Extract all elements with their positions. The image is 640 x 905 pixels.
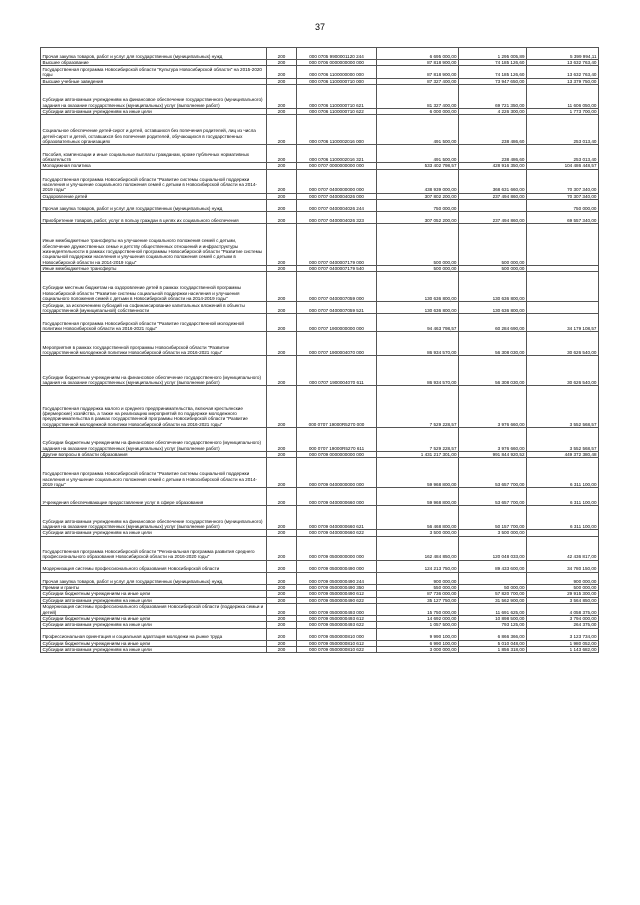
row-remaining-amount: 13 632 763,40 (527, 66, 599, 78)
row-budget-code: 000 0709 0400000660 621 (297, 506, 377, 530)
row-budget-code: 000 0707 0400000000 000 (297, 169, 377, 193)
row-executed-amount: 120 048 033,00 (459, 536, 527, 560)
row-approved-amount: 6 695 000,00 (377, 48, 459, 60)
table-row (41, 427, 599, 451)
row-approved-amount: 59 968 800,00 (377, 488, 459, 506)
row-budget-code: 000 0709 0500000810 000 (297, 628, 377, 640)
row-name: Субсидии бюджетным учреждениям на иные цели (41, 640, 267, 646)
table-row (41, 169, 599, 193)
row-budget-code: 000 0706 1100002016 000 (297, 115, 377, 145)
row-remaining-amount (527, 224, 599, 266)
row-name: Субсидии автономным учреждениям на иные цели (41, 622, 267, 628)
row-name: Государственная программа Новосибирской области "Развитие системы социальной поддержки населения и улучшение социального положения семей с детьми в Новосибирской области на 2014-2019 годы" (41, 169, 267, 193)
row-executed-amount: 69 721 350,00 (459, 84, 527, 108)
row-approved-amount: 1 431 217 301,00 (377, 451, 459, 457)
row-admin-code: 200 (267, 628, 297, 640)
row-approved-amount: 87 327 400,00 (377, 78, 459, 84)
row-name: Субсидии автономным учреждениям на иные цели (41, 597, 267, 603)
row-name: Модернизация системы профессионального образования Новосибирской области (41, 560, 267, 572)
row-executed-amount: 368 631 660,00 (459, 169, 527, 193)
row-name: Социальное обеспечение детей-сирот и детей, оставшихся без попечения родителей, лиц из числа детей-сирот и детей, оставшихся без попечения родителей, обучающихся в государственных образовательных организациях (41, 115, 267, 145)
row-approved-amount: 550 000,00 (377, 584, 459, 590)
row-admin-code: 200 (267, 647, 297, 653)
table-row (41, 302, 599, 314)
row-approved-amount: 94 463 798,57 (377, 314, 459, 332)
row-remaining-amount: 70 307 340,00 (527, 169, 599, 193)
row-name: Мероприятия в рамках государственной программы Новосибирской области "Развитие государственной молодежной политики Новосибирской области на 2016-2021 годы" (41, 332, 267, 356)
row-budget-code: 000 0709 0500000000 000 (297, 536, 377, 560)
row-admin-code: 200 (267, 314, 297, 332)
row-approved-amount: 15 750 000,00 (377, 603, 459, 615)
row-admin-code: 200 (267, 584, 297, 590)
row-remaining-amount: 5 399 994,11 (527, 48, 599, 60)
row-remaining-amount: 750 000,00 (527, 199, 599, 211)
row-name: Субсидии автономным учреждениям на иные цели (41, 647, 267, 653)
row-admin-code: 200 (267, 272, 297, 302)
row-budget-code: 000 0707 19000R5270 000 (297, 386, 377, 428)
row-approved-amount: 307 052 200,00 (377, 212, 459, 224)
row-admin-code: 200 (267, 84, 297, 108)
row-executed-amount: 237 494 860,00 (459, 193, 527, 199)
row-budget-code: 000 0707 0400007059 000 (297, 272, 377, 302)
row-admin-code: 200 (267, 66, 297, 78)
row-executed-amount: 991 844 920,52 (459, 451, 527, 457)
table-row (41, 506, 599, 530)
row-executed-amount: 6 866 366,00 (459, 628, 527, 640)
row-executed-amount: 238 486,60 (459, 115, 527, 145)
row-approved-amount: 900 000,00 (377, 572, 459, 584)
row-budget-code: 000 0709 0400000660 622 (297, 530, 377, 536)
row-remaining-amount: 69 557 340,00 (527, 212, 599, 224)
row-budget-code: 000 0709 0500000490 622 (297, 597, 377, 603)
row-approved-amount: 750 000,00 (377, 199, 459, 211)
table-row (41, 332, 599, 356)
row-name: Молодежная политика (41, 163, 267, 169)
page-number: 37 (314, 22, 325, 32)
row-remaining-amount: 6 311 100,00 (527, 506, 599, 530)
row-executed-amount: 130 636 800,00 (459, 302, 527, 314)
row-budget-code: 000 0709 0400000660 000 (297, 488, 377, 506)
row-name: Прочая закупка товаров, работ и услуг для государственных (муниципальных) нужд (41, 48, 267, 60)
row-remaining-amount: 500 000,00 (527, 584, 599, 590)
row-remaining-amount: 3 123 734,00 (527, 628, 599, 640)
row-admin-code: 200 (267, 597, 297, 603)
row-executed-amount: 10 898 500,00 (459, 615, 527, 621)
row-admin-code: 200 (267, 451, 297, 457)
row-remaining-amount: 3 552 568,57 (527, 427, 599, 451)
row-admin-code: 200 (267, 530, 297, 536)
row-admin-code: 200 (267, 427, 297, 451)
table-row (41, 84, 599, 108)
row-admin-code: 200 (267, 615, 297, 621)
row-name: Высшие учебные заведения (41, 78, 267, 84)
row-name: Иные межбюджетные трансферты (41, 265, 267, 271)
row-name: Прочая закупка товаров, работ и услуг для государственных (муниципальных) нужд (41, 199, 267, 211)
row-executed-amount: 428 916 350,00 (459, 163, 527, 169)
row-admin-code: 200 (267, 193, 297, 199)
row-executed-amount: 60 284 690,00 (459, 314, 527, 332)
row-executed-amount: 56 308 030,00 (459, 356, 527, 386)
row-approved-amount: 491 500,00 (377, 145, 459, 163)
row-remaining-amount: 264 375,00 (527, 622, 599, 628)
table-row (41, 212, 599, 224)
row-executed-amount: 50 000,00 (459, 584, 527, 590)
row-approved-amount: 14 692 000,00 (377, 615, 459, 621)
row-name: Модернизация системы профессионального образования Новосибирской области (поддержка семьи и детей) (41, 603, 267, 615)
row-executed-amount: 5 010 048,00 (459, 640, 527, 646)
row-executed-amount: 238 486,60 (459, 145, 527, 163)
row-admin-code: 200 (267, 560, 297, 572)
row-approved-amount: 86 934 570,00 (377, 356, 459, 386)
row-approved-amount: 500 000,00 (377, 265, 459, 271)
row-budget-code: 000 0709 0500000490 612 (297, 591, 377, 597)
row-remaining-amount: 3 564 850,00 (527, 597, 599, 603)
table-row (41, 647, 599, 653)
row-remaining-amount: 34 179 108,57 (527, 314, 599, 332)
row-budget-code: 000 0709 0400000000 000 (297, 458, 377, 488)
row-name: Государственная программа Новосибирской области "Культура Новосибирской области" на 2015-2020 годы (41, 66, 267, 78)
row-admin-code: 200 (267, 78, 297, 84)
row-admin-code: 200 (267, 603, 297, 615)
row-executed-amount: 89 433 600,00 (459, 560, 527, 572)
row-approved-amount: 87 818 900,00 (377, 60, 459, 66)
row-name: Премии и гранты (41, 584, 267, 590)
row-remaining-amount: 4 058 375,00 (527, 603, 599, 615)
row-remaining-amount: 253 013,40 (527, 115, 599, 145)
row-budget-code: 000 0707 0400004026 323 (297, 212, 377, 224)
row-executed-amount: 73 947 650,00 (459, 78, 527, 84)
row-name: Субсидии автономным учреждениям на финансовое обеспечение государственного (муниципального) задания на оказание государственных (муниципальных) услуг (выполнение работ) (41, 84, 267, 108)
row-budget-code: 000 0707 1900004070 000 (297, 332, 377, 356)
table-row (41, 386, 599, 428)
row-name: Государственная программа Новосибирской области "Развитие государственной молодежной политики Новосибирской области на 2016-2021 годы" (41, 314, 267, 332)
table-row (41, 603, 599, 615)
row-remaining-amount: 253 013,40 (527, 145, 599, 163)
row-admin-code: 200 (267, 108, 297, 114)
row-remaining-amount (527, 302, 599, 314)
row-budget-code: 000 0707 1900000000 000 (297, 314, 377, 332)
table-row (41, 451, 599, 457)
table-row (41, 458, 599, 488)
table-row (41, 560, 599, 572)
row-approved-amount: 6 990 100,00 (377, 640, 459, 646)
row-admin-code: 200 (267, 163, 297, 169)
row-budget-code: 000 0706 1100000000 000 (297, 66, 377, 78)
row-admin-code: 200 (267, 536, 297, 560)
row-approved-amount: 130 636 800,00 (377, 302, 459, 314)
row-remaining-amount: 11 606 050,00 (527, 84, 599, 108)
row-remaining-amount: 13 379 750,00 (527, 78, 599, 84)
row-budget-code: 000 0705 9900001120 244 (297, 48, 377, 60)
row-executed-amount: 1 856 318,00 (459, 647, 527, 653)
row-admin-code: 200 (267, 506, 297, 530)
row-executed-amount: 50 157 700,00 (459, 506, 527, 530)
row-executed-amount: 793 125,00 (459, 622, 527, 628)
row-remaining-amount: 3 794 000,00 (527, 615, 599, 621)
table-row (41, 199, 599, 211)
row-remaining-amount: 6 311 100,00 (527, 488, 599, 506)
row-admin-code: 200 (267, 60, 297, 66)
row-remaining-amount: 900 000,00 (527, 572, 599, 584)
row-budget-code: 000 0706 0000000000 000 (297, 60, 377, 66)
table-row (41, 66, 599, 78)
row-budget-code: 000 0709 0500000490 000 (297, 560, 377, 572)
row-admin-code: 200 (267, 572, 297, 584)
row-name: Государственная программа Новосибирской области "Развитие системы социальной поддержки населения и улучшение социального положения семей с детьми в Новосибирской области на 2014-2019 годы" (41, 458, 267, 488)
row-admin-code: 200 (267, 458, 297, 488)
table-row (41, 640, 599, 646)
table-row (41, 314, 599, 332)
row-approved-amount: 491 500,00 (377, 115, 459, 145)
table-row (41, 572, 599, 584)
row-name: Пособия, компенсации и иные социальные выплаты гражданам, кроме публичных нормативных обязательств (41, 145, 267, 163)
row-remaining-amount: 70 307 340,00 (527, 193, 599, 199)
row-executed-amount: 31 562 900,00 (459, 597, 527, 603)
row-executed-amount: 3 976 660,00 (459, 386, 527, 428)
table-row (41, 356, 599, 386)
row-remaining-amount: 449 372 380,48 (527, 451, 599, 457)
row-name: Приобретение товаров, работ, услуг в пользу граждан в целях их социального обеспечения (41, 212, 267, 224)
row-budget-code: 000 0706 1100000710 621 (297, 84, 377, 108)
row-budget-code: 000 0707 0400007059 521 (297, 302, 377, 314)
row-budget-code: 000 0707 0400004026 244 (297, 199, 377, 211)
row-admin-code: 200 (267, 115, 297, 145)
row-remaining-amount: 1 773 700,00 (527, 108, 599, 114)
row-remaining-amount: 34 780 150,00 (527, 560, 599, 572)
row-approved-amount: 7 529 228,57 (377, 386, 459, 428)
table-row (41, 224, 599, 266)
row-name: Оздоровление детей (41, 193, 267, 199)
row-name: Субсидии бюджетным учреждениям на иные цели (41, 591, 267, 597)
row-admin-code: 200 (267, 48, 297, 60)
row-approved-amount: 6 000 000,00 (377, 108, 459, 114)
table-row (41, 591, 599, 597)
row-executed-amount: 56 308 030,00 (459, 332, 527, 356)
row-name: Профессиональная ориентация и социальная адаптация молодежи на рынке труда (41, 628, 267, 640)
row-executed-amount: 1 295 005,89 (459, 48, 527, 60)
row-approved-amount: 9 990 100,00 (377, 628, 459, 640)
row-name: Субсидии автономным учреждениям на финансовое обеспечение государственного (муниципального) задания на оказание государственных (муниципальных) услуг (выполнение работ) (41, 506, 267, 530)
row-admin-code: 200 (267, 224, 297, 266)
table-row (41, 597, 599, 603)
row-approved-amount: 3 000 000,00 (377, 647, 459, 653)
row-name: Субсидии бюджетным учреждениям на финансовое обеспечение государственного (муниципального) задания на оказание государственных (муниципальных) услуг (выполнение работ) (41, 356, 267, 386)
row-remaining-amount (527, 272, 599, 302)
row-name: Государственная поддержка малого и среднего предпринимательства, включая крестьянские (фермерские) хозяйства, а также на реализацию мероприятий по поддержке молодежного предпринимательства в рамках государственной программы Новосибирской области "Развитие государственной молодежной политики Новосибирской области на 2016-2021 годы" (41, 386, 267, 428)
row-remaining-amount: 6 311 100,00 (527, 458, 599, 488)
row-budget-code: 000 0709 0500000810 622 (297, 647, 377, 653)
row-approved-amount: 87 736 000,00 (377, 591, 459, 597)
row-executed-amount: 3 500 000,00 (459, 530, 527, 536)
row-remaining-amount: 42 436 817,00 (527, 536, 599, 560)
row-remaining-amount: 30 626 540,00 (527, 332, 599, 356)
row-executed-amount: 53 657 700,00 (459, 488, 527, 506)
table-row (41, 536, 599, 560)
row-remaining-amount: 3 552 568,57 (527, 386, 599, 428)
row-executed-amount: 53 657 700,00 (459, 458, 527, 488)
row-name: Субсидии, за исключением субсидий на софинансирование капитальных вложений в объекты государственной (муниципальной) собственности (41, 302, 267, 314)
row-admin-code: 200 (267, 332, 297, 356)
table-body (41, 48, 599, 653)
row-admin-code: 200 (267, 591, 297, 597)
row-name: Субсидии бюджетным учреждениям на иные цели (41, 615, 267, 621)
row-name: Субсидии автономным учреждениям на иные цели (41, 530, 267, 536)
row-budget-code: 000 0707 0000000000 000 (297, 163, 377, 169)
table-row (41, 115, 599, 145)
row-executed-amount (459, 572, 527, 584)
row-approved-amount: 130 636 800,00 (377, 272, 459, 302)
row-budget-code: 000 0707 0400007179 000 (297, 224, 377, 266)
row-remaining-amount: 13 632 763,40 (527, 60, 599, 66)
row-approved-amount: 81 327 400,00 (377, 84, 459, 108)
table-row (41, 615, 599, 621)
row-remaining-amount: 30 626 540,00 (527, 356, 599, 386)
row-admin-code: 200 (267, 169, 297, 193)
row-budget-code: 000 0707 19000R5270 611 (297, 427, 377, 451)
row-budget-code: 000 0706 1100000710 000 (297, 78, 377, 84)
row-admin-code: 200 (267, 640, 297, 646)
row-admin-code: 200 (267, 302, 297, 314)
row-remaining-amount: 1 980 052,00 (527, 640, 599, 646)
row-name: Государственная программа Новосибирской области "Региональная программа развития среднего профессионального образования Новосибирской области на 2016-2020 годы" (41, 536, 267, 560)
row-approved-amount: 7 529 228,57 (377, 427, 459, 451)
row-approved-amount: 533 402 798,57 (377, 163, 459, 169)
row-name: Учреждения обеспечивающие предоставление услуг в сфере образования (41, 488, 267, 506)
row-budget-code: 000 0709 0500000490 244 (297, 572, 377, 584)
row-budget-code: 000 0709 0500000810 612 (297, 640, 377, 646)
row-approved-amount: 124 213 750,00 (377, 560, 459, 572)
row-admin-code: 200 (267, 265, 297, 271)
row-executed-amount (459, 199, 527, 211)
table-row (41, 530, 599, 536)
row-approved-amount: 87 818 900,00 (377, 66, 459, 78)
row-budget-code: 000 0709 0500000490 350 (297, 584, 377, 590)
table-row (41, 488, 599, 506)
row-budget-code: 000 0707 0400004026 000 (297, 193, 377, 199)
row-remaining-amount: 1 143 682,00 (527, 647, 599, 653)
table-row (41, 108, 599, 114)
row-admin-code: 200 (267, 199, 297, 211)
table-row (41, 272, 599, 302)
row-executed-amount: 237 494 860,00 (459, 212, 527, 224)
budget-execution-table (40, 47, 599, 653)
row-admin-code: 200 (267, 622, 297, 628)
row-budget-code: 000 0707 1900004070 611 (297, 356, 377, 386)
row-name: Другие вопросы в области образования (41, 451, 267, 457)
row-executed-amount: 74 185 126,60 (459, 66, 527, 78)
row-budget-code: 000 0706 1100000710 622 (297, 108, 377, 114)
table-row (41, 145, 599, 163)
table-row (41, 48, 599, 60)
row-approved-amount: 86 934 570,00 (377, 332, 459, 356)
row-executed-amount: 500 000,00 (459, 265, 527, 271)
row-remaining-amount: 104 486 448,57 (527, 163, 599, 169)
row-admin-code: 200 (267, 386, 297, 428)
row-name: Прочая закупка товаров, работ и услуг для государственных (муниципальных) нужд (41, 572, 267, 584)
row-name: Иные межбюджетные трансферты на улучшение социального положения семей с детьми, обеспечение дружественных семье и детству общественных отношений и инфраструктуры жизнедеятельности в рамках государственной программы Новосибирской области "Развитие системы социальной поддержки населения и улучшения социального положения семей с детьми в Новосибирской области на 2014-2019 годы" (41, 224, 267, 266)
row-budget-code: 000 0709 0500000493 622 (297, 622, 377, 628)
row-budget-code: 000 0706 1100002016 321 (297, 145, 377, 163)
row-executed-amount: 4 226 300,00 (459, 108, 527, 114)
row-name: Субсидии автономным учреждениям на иные цели (41, 108, 267, 114)
row-name: Субсидии местным бюджетам на оздоровление детей в рамках государственной программы Новосибирской области "Развитие системы социальной поддержки населения и улучшения социального положения семей с детьми в Новосибирской области на 2014-2019 годы" (41, 272, 267, 302)
row-admin-code: 200 (267, 356, 297, 386)
row-admin-code: 200 (267, 145, 297, 163)
row-approved-amount: 500 000,00 (377, 224, 459, 266)
row-executed-amount: 74 185 126,60 (459, 60, 527, 66)
row-executed-amount: 130 636 800,00 (459, 272, 527, 302)
row-executed-amount: 500 000,00 (459, 224, 527, 266)
row-name: Субсидии бюджетным учреждениям на финансовое обеспечение государственного (муниципального) задания на оказание государственных (муниципальных) услуг (выполнение работ) (41, 427, 267, 451)
row-executed-amount: 11 691 625,00 (459, 603, 527, 615)
row-approved-amount: 162 484 850,00 (377, 536, 459, 560)
row-approved-amount: 59 968 800,00 (377, 458, 459, 488)
row-approved-amount: 56 468 800,00 (377, 506, 459, 530)
row-name: Высшее образование (41, 60, 267, 66)
row-approved-amount: 35 127 750,00 (377, 597, 459, 603)
row-budget-code: 000 0709 0500000493 000 (297, 603, 377, 615)
row-remaining-amount: 29 915 300,00 (527, 591, 599, 597)
row-admin-code: 200 (267, 488, 297, 506)
row-budget-code: 000 0707 0400007179 540 (297, 265, 377, 271)
row-approved-amount: 3 500 000,00 (377, 530, 459, 536)
row-approved-amount: 438 939 000,00 (377, 169, 459, 193)
row-admin-code: 200 (267, 212, 297, 224)
row-approved-amount: 1 057 500,00 (377, 622, 459, 628)
row-budget-code: 000 0709 0500000493 612 (297, 615, 377, 621)
row-executed-amount: 3 976 660,00 (459, 427, 527, 451)
row-budget-code: 000 0709 0000000000 000 (297, 451, 377, 457)
row-executed-amount: 57 820 700,00 (459, 591, 527, 597)
row-approved-amount: 307 802 200,00 (377, 193, 459, 199)
table-row (41, 622, 599, 628)
table-row (41, 628, 599, 640)
